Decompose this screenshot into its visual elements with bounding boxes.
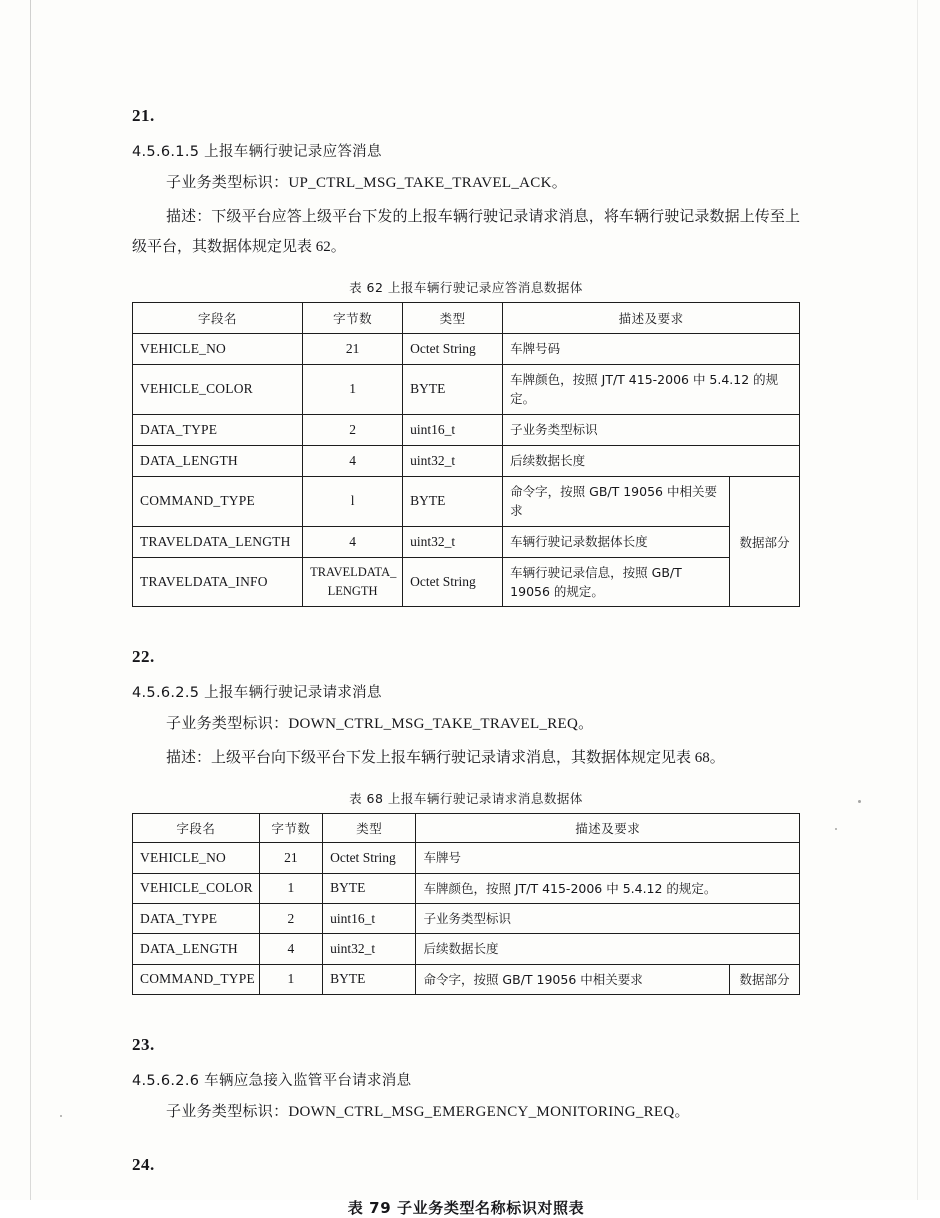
table68-bytes-0: 21 <box>259 843 322 873</box>
subtype-label-22: 子业务类型标识：DOWN_CTRL_MSG_TAKE_TRAVEL_REQ。 <box>166 716 594 733</box>
table68-type-0: Octet String <box>323 843 416 873</box>
table62-type-2: uint16_t <box>403 414 503 445</box>
table62-desc-2: 子业务类型标识 <box>503 414 800 445</box>
table68-bytes-2: 2 <box>259 904 322 934</box>
table62-desc-5: 车辆行驶记录数据体长度 <box>503 526 730 557</box>
section-heading-23: 4.5.6.2.6 车辆应急接入监管平台请求消息 <box>132 1073 412 1090</box>
table-caption-62: 表 62 上报车辆行驶记录应答消息数据体 <box>349 280 583 295</box>
table62-note-merged: 数据部分 <box>729 476 799 607</box>
table68-type-4: BYTE <box>323 964 416 994</box>
table62-desc-1: 车牌颜色，按照 JT/T 415-2006 中 5.4.12 的规定。 <box>503 365 800 415</box>
table62-type-1: BYTE <box>403 365 503 415</box>
table62-field-1: VEHICLE_COLOR <box>133 365 303 415</box>
page-left-edge-artifact <box>30 0 31 1200</box>
section-number-24: 24. <box>132 1155 155 1175</box>
table62-bytes-3: 4 <box>303 445 403 476</box>
table-row <box>133 445 800 476</box>
table68-header-3: 描述及要求 <box>416 814 800 843</box>
table62-bytes-2: 2 <box>303 414 403 445</box>
table68-header-0: 字段名 <box>133 814 260 843</box>
table68-desc-3: 后续数据长度 <box>416 934 800 964</box>
table62-bytes-6: TRAVELDATA_ LENGTH <box>303 557 403 607</box>
table-row <box>133 873 800 903</box>
table68-type-3: uint32_t <box>323 934 416 964</box>
table68-field-3: DATA_LENGTH <box>133 934 260 964</box>
table62-field-2: DATA_TYPE <box>133 414 303 445</box>
table62-field-0: VEHICLE_NO <box>133 334 303 365</box>
description-21: 描述：下级平台应答上级平台下发的上报车辆行驶记录请求消息，将车辆行驶记录数据上传至上级平台，其数据体规定见表 62。 <box>132 209 800 255</box>
section-heading-21: 4.5.6.1.5 上报车辆行驶记录应答消息 <box>132 144 382 160</box>
table62-field-3: DATA_LENGTH <box>133 445 303 476</box>
table-caption-79: 表 79 子业务类型名称标识对照表 <box>347 1199 585 1218</box>
description-22: 描述：上级平台向下级平台下发上报车辆行驶记录请求消息，其数据体规定见表 68。 <box>166 750 725 767</box>
table62-field-4: COMMAND_TYPE <box>133 476 303 526</box>
scan-speck <box>60 1115 62 1117</box>
table68-field-1: VEHICLE_COLOR <box>133 873 260 903</box>
table62-field-5: TRAVELDATA_LENGTH <box>133 526 303 557</box>
section-heading-22: 4.5.6.2.5 上报车辆行驶记录请求消息 <box>132 685 382 702</box>
table68-header-1: 字节数 <box>259 814 322 843</box>
table62-type-4: BYTE <box>403 476 503 526</box>
table-62 <box>132 302 800 607</box>
table62-bytes-5: 4 <box>303 526 403 557</box>
table-row <box>133 814 800 843</box>
table62-field-6: TRAVELDATA_INFO <box>133 557 303 607</box>
document-content <box>132 106 800 1218</box>
table68-type-2: uint16_t <box>323 904 416 934</box>
table62-header-0: 字段名 <box>133 303 303 334</box>
table62-type-0: Octet String <box>403 334 503 365</box>
table-68 <box>132 813 800 995</box>
subtype-label-23: 子业务类型标识：DOWN_CTRL_MSG_EMERGENCY_MONITORING_REQ。 <box>166 1104 690 1121</box>
table-row <box>133 843 800 873</box>
table68-bytes-4: 1 <box>259 964 322 994</box>
table68-header-2: 类型 <box>323 814 416 843</box>
table-caption-68: 表 68 上报车辆行驶记录请求消息数据体 <box>349 791 583 807</box>
scan-speck <box>835 828 837 830</box>
table68-field-4: COMMAND_TYPE <box>133 964 260 994</box>
section-number-21: 21. <box>132 106 155 125</box>
table-row <box>133 904 800 934</box>
table62-type-6: Octet String <box>403 557 503 607</box>
table62-desc-3: 后续数据长度 <box>503 445 800 476</box>
table62-bytes-1: 1 <box>303 365 403 415</box>
table62-header-2: 类型 <box>403 303 503 334</box>
table-row <box>133 526 800 557</box>
table-row <box>133 934 800 964</box>
table68-note-4: 数据部分 <box>729 964 799 994</box>
table68-desc-0: 车牌号 <box>416 843 800 873</box>
table62-header-3: 描述及要求 <box>503 303 800 334</box>
table-row <box>133 334 800 365</box>
table62-header-1: 字节数 <box>303 303 403 334</box>
page-right-edge-artifact <box>917 0 918 1200</box>
table68-desc-2: 子业务类型标识 <box>416 904 800 934</box>
scan-speck <box>858 800 861 803</box>
table-row <box>133 414 800 445</box>
subtype-label-21: 子业务类型标识：UP_CTRL_MSG_TAKE_TRAVEL_ACK。 <box>166 175 568 191</box>
table68-desc-1: 车牌颜色，按照 JT/T 415-2006 中 5.4.12 的规定。 <box>416 873 800 903</box>
table68-desc-4: 命令字，按照 GB/T 19056 中相关要求 <box>416 964 729 994</box>
section-number-22: 22. <box>132 647 155 667</box>
table-row <box>133 557 800 607</box>
table68-bytes-1: 1 <box>259 873 322 903</box>
table68-field-0: VEHICLE_NO <box>133 843 260 873</box>
table-row <box>133 964 800 994</box>
table62-type-3: uint32_t <box>403 445 503 476</box>
table62-desc-6: 车辆行驶记录信息，按照 GB/T 19056 的规定。 <box>503 557 730 607</box>
table62-bytes-0: 21 <box>303 334 403 365</box>
table-row <box>133 365 800 415</box>
table-row <box>133 476 800 526</box>
table62-desc-0: 车牌号码 <box>503 334 800 365</box>
table62-bytes-4: l <box>303 476 403 526</box>
table68-field-2: DATA_TYPE <box>133 904 260 934</box>
table62-desc-4: 命令字，按照 GB/T 19056 中相关要求 <box>503 476 730 526</box>
table-row <box>133 303 800 334</box>
section-number-23: 23. <box>132 1035 155 1055</box>
table68-type-1: BYTE <box>323 873 416 903</box>
table68-bytes-3: 4 <box>259 934 322 964</box>
table62-type-5: uint32_t <box>403 526 503 557</box>
